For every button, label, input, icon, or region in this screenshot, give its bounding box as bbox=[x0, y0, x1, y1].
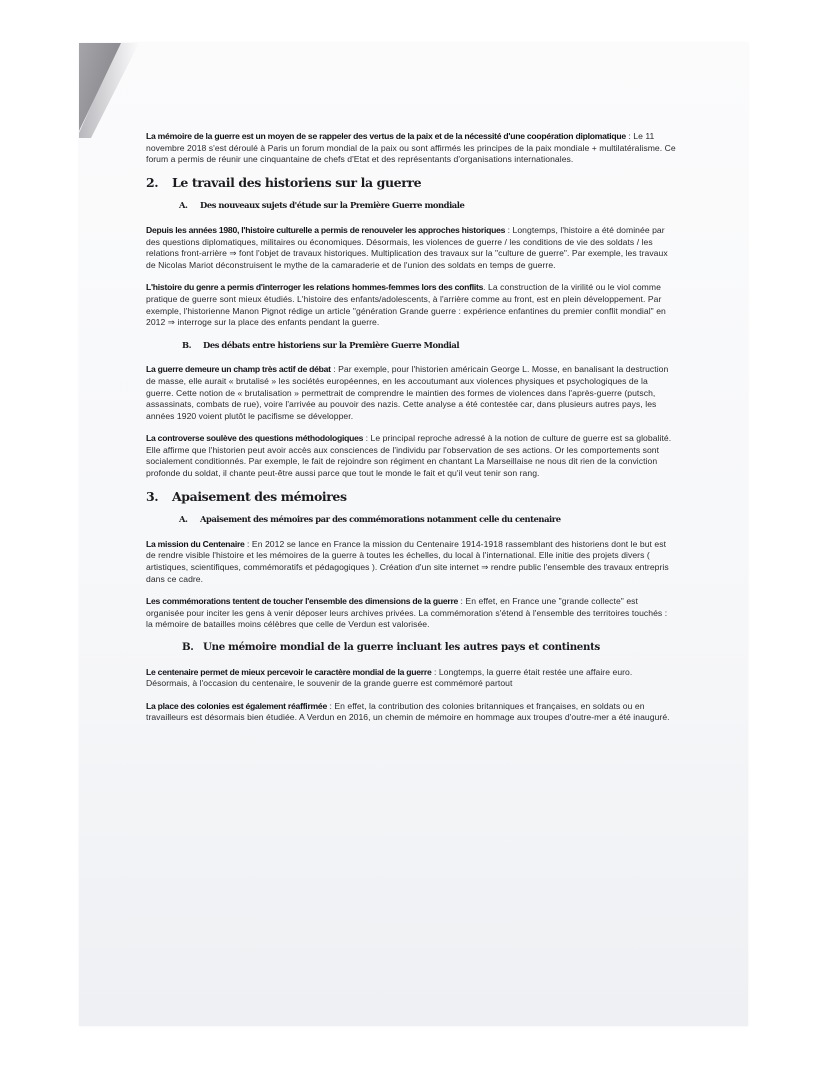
paragraph bbox=[146, 701, 676, 724]
paragraph-text: : Longtemps, la guerre était restée une affaire euro. Désormais, à l'occasion du centenaire, le souvenir de la grande guerre est commémoré partout bbox=[146, 666, 633, 689]
paragraph-text: : Par exemple, pour l'historien américain George L. Mosse, en banalisant la destruction de masse, elle aurait « brutalisé » les sociétés européennes, en les accoutumant aux violences physiques et psychologiques de la guerre. Cette notion de « brutalisation » permettrait de comprendre le maintien des formes de violences dans l'après-guerre (putsch, assassinats, combats de rue), voire l'arrivée au pouvoir des nazis. Cette analyse a été contestée car, dans plusieurs autres pays, les années 1920 voient plutôt le pacifisme se développer. bbox=[146, 364, 669, 421]
document-body bbox=[146, 131, 676, 735]
paragraph-lead: L'histoire du genre a permis d'interroger les relations hommes-femmes lors des conflits bbox=[146, 282, 484, 293]
subsection-title: Des nouveaux sujets d'étude sur la Première Guerre mondiale bbox=[200, 200, 465, 211]
subsection-letter: A. bbox=[179, 514, 188, 525]
section-number: 3. bbox=[146, 488, 159, 504]
section-heading bbox=[146, 488, 676, 504]
paragraph-lead: Les commémorations tentent de toucher l'ensemble des dimensions de la guerre bbox=[146, 596, 459, 607]
paragraph bbox=[146, 433, 676, 479]
section-title: Apaisement des mémoires bbox=[172, 488, 347, 504]
paragraph-text: : En effet, en France une "grande collecte" est organisée pour inciter les gens à venir déposer leurs archives privées. La commémoration s'étend à l'ensemble des territoires touchés : la mémoire de batailles moins célèbres que celle de Verdun est valorisée. bbox=[146, 596, 668, 630]
paragraph-lead: La guerre demeure un champ très actif de débat bbox=[146, 364, 331, 375]
paragraph bbox=[146, 667, 676, 690]
paragraph bbox=[146, 225, 676, 271]
paragraph-lead: La controverse soulève des questions méthodologiques bbox=[146, 433, 364, 444]
paragraph-lead: La mission du Centenaire bbox=[146, 538, 245, 549]
section-title: Le travail des historiens sur la guerre bbox=[172, 174, 422, 190]
subsection-letter: B. bbox=[182, 641, 194, 653]
paragraph bbox=[146, 282, 676, 328]
intro-paragraph bbox=[146, 131, 676, 166]
section-heading bbox=[146, 174, 676, 190]
paragraph-text: : En 2012 se lance en France la mission du Centenaire 1914-1918 rassemblant des historiens dont le but est de rendre visible l'histoire et les mémoires de la guerre à toutes les échelles, du local à l'international. Elle initie des projets divers ( artistiques, scientifiques, commémoratifs et pédagogiques ). Création d'un site internet ⇒ rendre public l'ensemble des travaux entrepris dans ce cadre. bbox=[146, 538, 669, 584]
subsection-heading bbox=[146, 340, 676, 352]
paragraph bbox=[146, 539, 676, 585]
subsection-letter: A. bbox=[179, 200, 188, 211]
subsection-heading bbox=[146, 514, 676, 526]
subsection-heading bbox=[146, 642, 676, 654]
subsection-letter: B. bbox=[182, 339, 192, 350]
subsection-title: Une mémoire mondial de la guerre incluant les autres pays et continents bbox=[203, 641, 600, 653]
paragraph-lead: Le centenaire permet de mieux percevoir le caractère mondial de la guerre bbox=[146, 666, 432, 677]
paragraph bbox=[146, 364, 676, 422]
subsection-heading bbox=[146, 200, 676, 212]
paragraph-text: : Longtemps, l'histoire a été dominée par des questions diplomatiques, militaires ou économiques. Désormais, les violences de guerre / les conditions de vie des soldats / les relations front-arrière ⇒ font l'objet de travaux historiques. Multiplication des travaux sur la "culture de guerre". Par exemple, les travaux de Nicolas Mariot déconstruisent le mythe de la camaraderie et de l'union des soldats en temps de guerre. bbox=[146, 224, 668, 270]
paragraph-lead: La place des colonies est également réaffirmée bbox=[146, 700, 327, 711]
subsection-title: Apaisement des mémoires par des commémorations notamment celle du centenaire bbox=[200, 514, 561, 525]
paragraph-text: : Le principal reproche adressé à la notion de culture de guerre est sa globalité. Elle affirme que l'historien peut avoir accès aux consciences de l'individu par l'observation de ses actions. Or les comportements sont socialement conditionnés. Par exemple, le fait de rejoindre son régiment en chantant La Marseillaise ne nous dit rien de la conviction profonde du soldat, il chante peut-être aussi parce que tout le monde le fait et qu'il veut tenir son rang. bbox=[146, 433, 672, 479]
subsection-title: Des débats entre historiens sur la Première Guerre Mondial bbox=[203, 339, 460, 350]
paragraph-lead: Depuis les années 1980, l'histoire culturelle a permis de renouveler les approches historiques bbox=[146, 224, 506, 235]
paragraph-text: : Le 11 novembre 2018 s'est déroulé à Paris un forum mondial de la paix ou sont affirmés les principes de la paix mondiale + multilatéralisme. Ce forum a permis de réunir une cinquantaine de chefs d'Etat et des représentants d'organisations internationales. bbox=[146, 131, 676, 165]
paragraph-text: . La construction de la virilité ou le viol comme pratique de guerre sont mieux étudiés. L'histoire des enfants/adolescents, à l'arrière comme au front, est en plein développement. Par exemple, l'historienne Manon Pignot rédige un article "génération Grande guerre : expérience enfantines du premier conflit mondial" en 2012 ⇒ interroge sur la place des enfants pendant la guerre. bbox=[146, 282, 666, 328]
paragraph-text: : En effet, la contribution des colonies britanniques et françaises, en soldats ou en travailleurs est désormais bien étudiée. A Verdun en 2016, un chemin de mémoire en hommage aux troupes d'outre-mer a été inauguré. bbox=[146, 700, 670, 723]
paragraph bbox=[146, 596, 676, 631]
section-number: 2. bbox=[146, 174, 159, 190]
paragraph-lead: La mémoire de la guerre est un moyen de se rappeler des vertus de la paix et de la nécessité d'une coopération diplomatique bbox=[146, 131, 626, 141]
